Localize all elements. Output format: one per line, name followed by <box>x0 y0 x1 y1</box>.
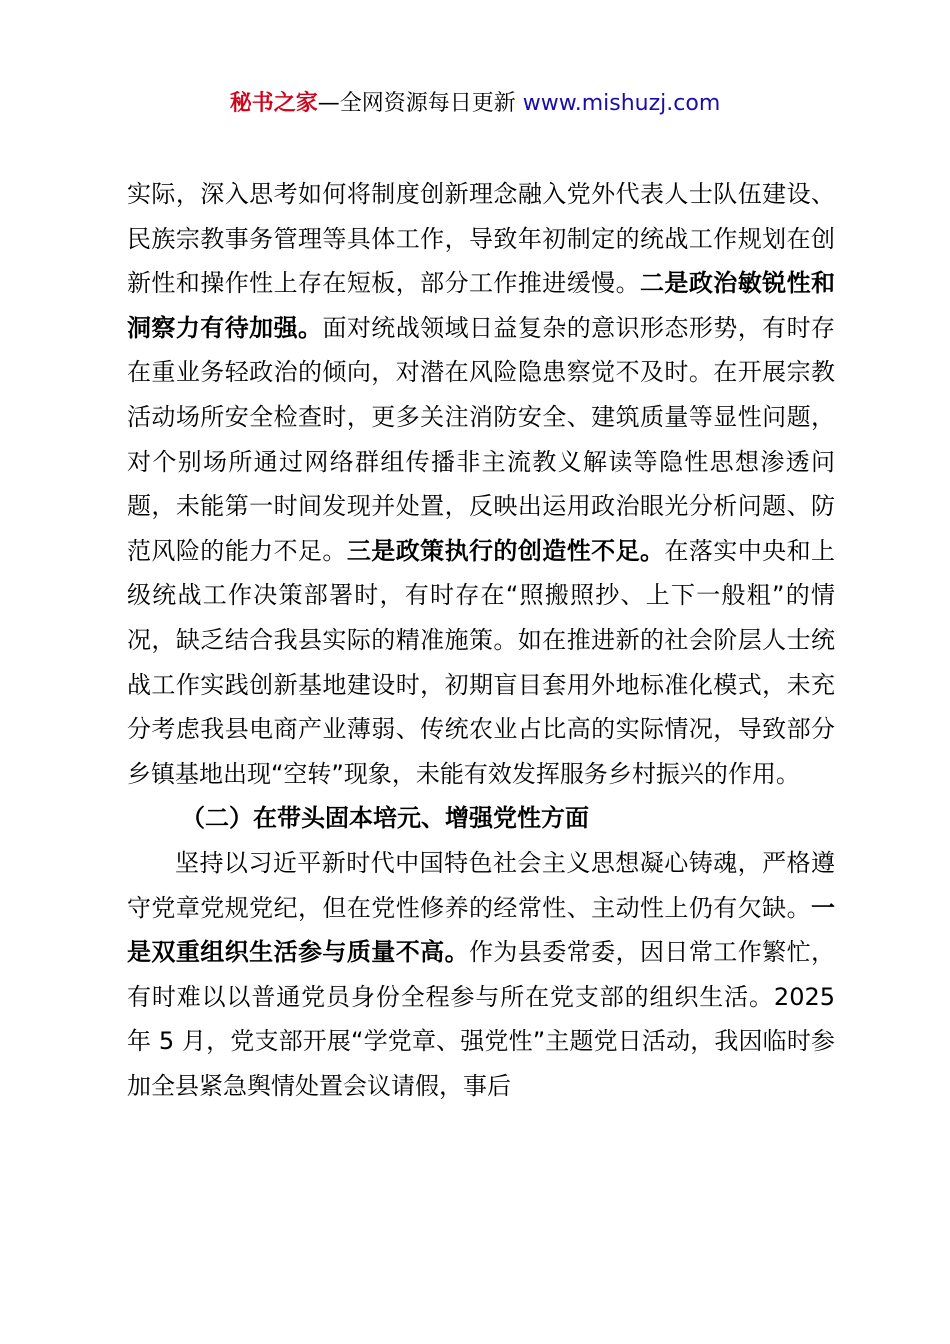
point-one-heading: 一是双重组织生活参与质量不高。 <box>127 893 835 967</box>
brand-name: 秘书之家 <box>229 91 318 116</box>
para2-text-2: 作为县委常委，因日常工作繁忙，有时难以以普通党员身份全程参与所在党支部的组织生活。2025 年 5 月，党支部开展“学党章、强党性”主题党日活动，我因临时参加全县紧急舆情处置会议请假，事后 <box>127 938 835 1100</box>
para1-text-1: 实际，深入思考如何将制度创新理念融入党外代表人士队伍建设、民族宗教事务管理等具体工作，导致年初制定的统战工作规划在创新性和操作性上存在短板，部分工作推进缓慢。 <box>127 180 835 298</box>
para2-text-1: 坚持以习近平新时代中国特色社会主义思想凝心铸魂，严格遵守党章党规党纪，但在党性修养的经常性、主动性上仍有欠缺。 <box>127 848 835 922</box>
document-body <box>127 172 835 1108</box>
para1-text-3: 在落实中央和上级统战工作决策部署时，有时存在“照搬照抄、上下一般粗”的情况，缺乏结合我县实际的精准施策。如在推进新的社会阶层人士统战工作实践创新基地建设时，初期盲目套用外地标准化模式，未充分考虑我县电商产业薄弱、传统农业占比高的实际情况，导致部分乡镇基地出现“空转”现象，未能有效发挥服务乡村振兴的作用。 <box>127 536 836 788</box>
section-heading: （二）在带头固本培元、增强党性方面 <box>181 804 589 833</box>
header-tagline: —全网资源每日更新 <box>317 91 523 116</box>
point-three-heading: 三是政策执行的创造性不足。 <box>346 536 665 565</box>
para1-text-2: 面对统战领域日益复杂的意识形态形势，有时存在重业务轻政治的倾向，对潜在风险隐患察觉不及时。在开展宗教活动场所安全检查时，更多关注消防安全、建筑质量等显性问题，对个别场所通过网络群组传播非主流教义解读等隐性思想渗透问题，未能第一时间发现并处置，反映出运用政治眼光分析问题、防范风险的能力不足。 <box>127 313 836 565</box>
document-header <box>0 86 950 122</box>
site-url-link[interactable]: www.mishuzj.com <box>522 91 721 116</box>
point-two-heading: 二是政治敏锐性和洞察力有待加强。 <box>127 269 835 342</box>
paragraph-continued <box>127 172 835 796</box>
paragraph-section-two <box>127 841 835 1109</box>
